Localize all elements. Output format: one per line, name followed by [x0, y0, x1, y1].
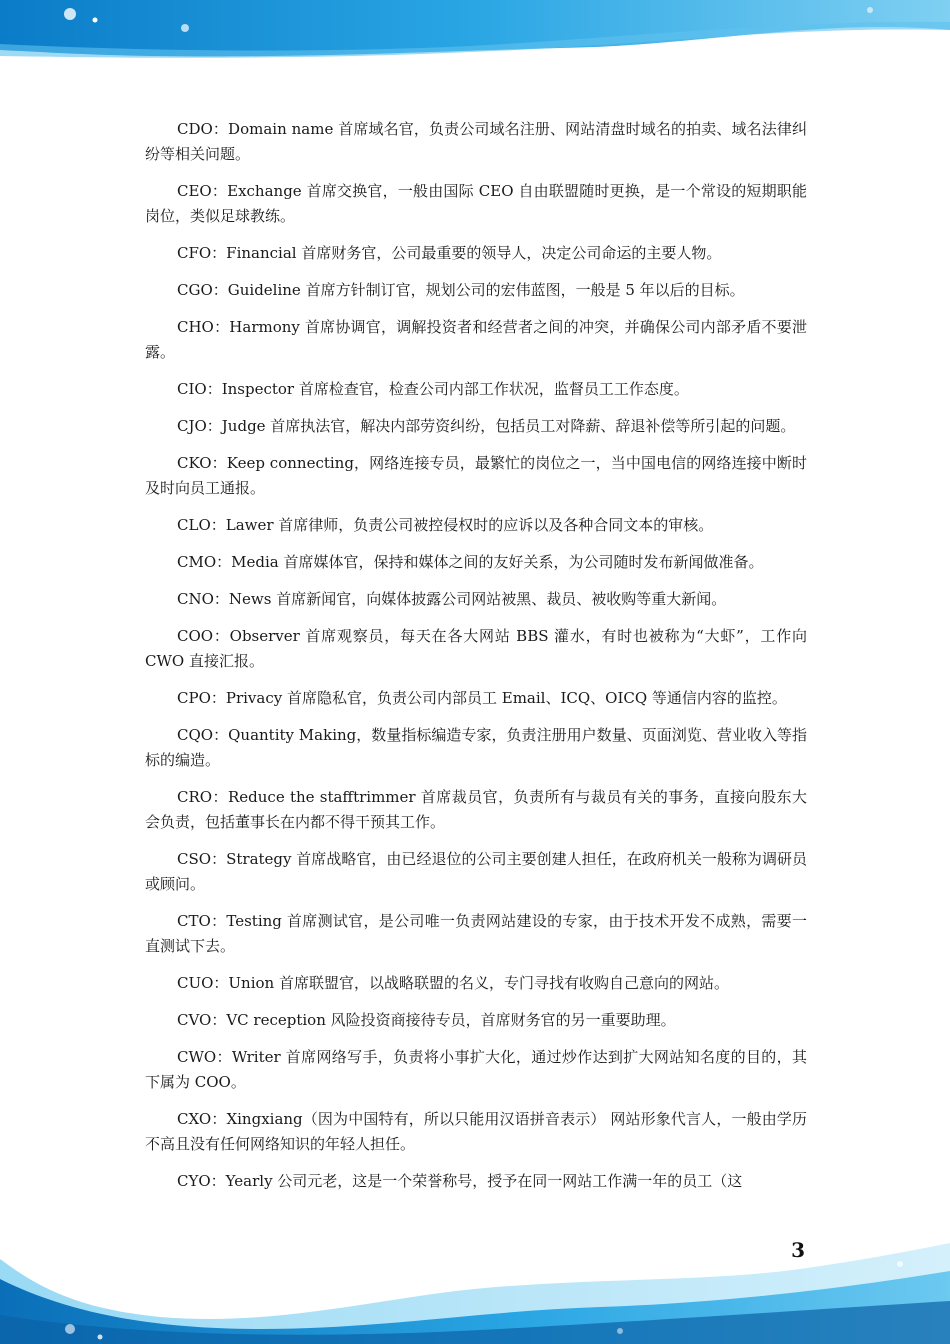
paragraph-ceo: CEO：Exchange 首席交换官，一般由国际 CEO 自由联盟随时更换，是一个常设的短期职能岗位，类似足球教练。: [145, 182, 807, 225]
paragraph-cpo: CPO：Privacy 首席隐私官，负责公司内部员工 Email、ICQ、OICQ 等通信内容的监控。: [177, 689, 787, 707]
bottom-banner-graphic: [0, 1219, 950, 1344]
paragraph-cyo: CYO：Yearly 公司元老，这是一个荣誉称号，授予在同一网站工作满一年的员工（这: [177, 1172, 743, 1190]
paragraph-cfo: CFO：Financial 首席财务官，公司最重要的领导人，决定公司命运的主要人物。: [177, 244, 722, 262]
paragraph-cro: CRO：Reduce the stafftrimmer 首席裁员官，负责所有与裁员有关的事务，直接向股东大会负责，包括董事长在内都不得干预其工作。: [145, 788, 807, 831]
paragraph-cqo: CQO：Quantity Making，数量指标编造专家，负责注册用户数量、页面浏览、营业收入等指标的编造。: [145, 726, 807, 769]
paragraph-cho: CHO：Harmony 首席协调官，调解投资者和经营者之间的冲突，并确保公司内部矛盾不要泄露。: [145, 318, 807, 361]
paragraph-cto: CTO：Testing 首席测试官，是公司唯一负责网站建设的专家，由于技术开发不成熟，需要一直测试下去。: [145, 912, 807, 955]
paragraph-cuo: CUO：Union 首席联盟官，以战略联盟的名义，专门寻找有收购自己意向的网站。: [177, 974, 729, 992]
top-banner-graphic: [0, 0, 950, 70]
bottom-decorative-banner: [0, 1219, 950, 1344]
paragraph-cko: CKO：Keep connecting，网络连接专员，最繁忙的岗位之一，当中国电信的网络连接中断时及时向员工通报。: [145, 454, 807, 497]
paragraph-cjo: CJO：Judge 首席执法官，解决内部劳资纠纷，包括员工对降薪、辞退补偿等所引起的问题。: [177, 417, 796, 435]
paragraph-cio: CIO：Inspector 首席检查官，检查公司内部工作状况，监督员工工作态度。: [177, 380, 689, 398]
paragraph-cxo: CXO：Xingxiang（因为中国特有，所以只能用汉语拼音表示） 网站形象代言人，一般由学历不高且没有任何网络知识的年轻人担任。: [145, 1110, 807, 1153]
paragraph-cno: CNO：News 首席新闻官，向媒体披露公司网站被黑、裁员、被收购等重大新闻。: [177, 590, 727, 608]
paragraph-clo: CLO：Lawer 首席律师，负责公司被控侵权时的应诉以及各种合同文本的审核。: [177, 516, 714, 534]
page-number: 3: [791, 1238, 805, 1262]
top-decorative-banner: [0, 0, 950, 70]
paragraph-cvo: CVO：VC reception 风险投资商接待专员，首席财务官的另一重要助理。: [177, 1011, 676, 1029]
paragraph-cso: CSO：Strategy 首席战略官，由已经退位的公司主要创建人担任，在政府机关一般称为调研员或顾问。: [145, 850, 807, 893]
paragraph-cwo: CWO：Writer 首席网络写手，负责将小事扩大化，通过炒作达到扩大网站知名度的目的，其下属为 COO。: [145, 1048, 807, 1091]
paragraph-coo: COO：Observer 首席观察员，每天在各大网站 BBS 灌水，有时也被称为“大虾”，工作向 CWO 直接汇报。: [145, 627, 807, 670]
paragraph-cgo: CGO：Guideline 首席方针制订官，规划公司的宏伟蓝图，一般是 5 年以后的目标。: [177, 281, 745, 299]
paragraph-cmo: CMO：Media 首席媒体官，保持和媒体之间的友好关系，为公司随时发布新闻做准备。: [177, 553, 764, 571]
document-body: [145, 117, 807, 1206]
paragraph-cdo: CDO：Domain name 首席域名官，负责公司域名注册、网站清盘时域名的拍卖、域名法律纠纷等相关问题。: [145, 120, 807, 163]
